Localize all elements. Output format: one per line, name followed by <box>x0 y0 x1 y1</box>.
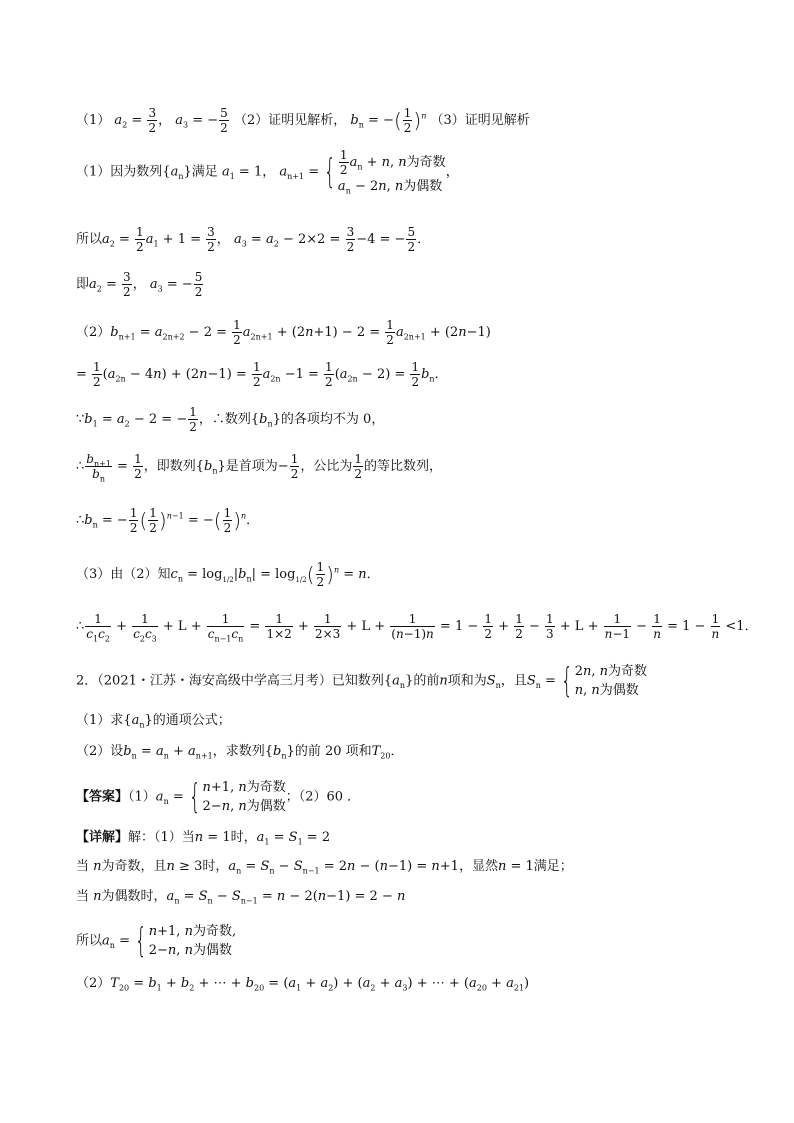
question-2-part1: （1）求$\{a_n\}$的通项公式； <box>76 713 231 730</box>
detail-line4: 所以$a_n$ = { n+1, n为奇数, 2−n, n为偶数 <box>76 921 237 961</box>
detail-line3: 当 n为偶数时，$a_n = S_n - S_{n-1} = n - 2(n-1) = 2 - n$ <box>76 889 406 906</box>
answer-summary-line: （1） $a_2$ = $\frac{3}{2}$ ， $a_3$ = − $\frac{5}{2}$ （2）证明见解析， $b_n$ = −( $\frac{1}{2}$ )$^n$ （3）证明见解析 <box>76 106 530 135</box>
solution-part2-line1: $(2)b_{n+1} = a_{2n+2} - 2$ = $\frac{1}{2}$ $a_{2n+1} + (2n+1) - 2$ = $\frac{1}{2}$ $a_{2n+1} + (2n-1)$ <box>76 318 491 347</box>
question-2-header: 2．（2021・江苏・海安高级中学高三月考）已知数列$\{a_n\}$的前n项和为$S_n$，且$S_n$ = { 2n, n为奇数 n, n为偶数 <box>76 661 648 701</box>
detail-line1: 【详解】解：（1）当n = 1时，$a_1 = S_1 = 2$ <box>76 830 331 847</box>
solution-result-a2-a3: 即$a_2$ = $\frac{3}{2}$ ， $a_3$ = − $\frac{5}{2}$ <box>76 270 203 299</box>
solution-part2-bn: $\therefore b_n$ = − $\frac{1}{2}$ ( $\frac{1}{2}$ )$^{n-1}$ = −( $\frac{1}{2}$ )$^n$． <box>76 506 260 535</box>
detail-line2: 当 n为奇数，且n ≥ 3时，$a_n = S_n - S_{n-1} = 2n - (n-1) = n+1$，显然n = 1满足； <box>76 859 573 876</box>
question-2-part2: （2）设$b_n = a_n + a_{n+1}$，求数列$\{b_n\}$的前 20 项和$T_{20}$． <box>76 744 404 761</box>
detail-line5: $(2)T_{20} = b_1 + b_2$ + ⋯ + $b_{20} = (a_1 + a_2) + (a_2 + a_3)$ + ⋯ + $(a_{20} + a_{21})$ <box>76 976 530 993</box>
solution-part2-ratio: ∴ $\frac{b_{n+1}}{b_n}$ = $\frac{1}{2}$ ，即数列$\{b_n\}$是首项为− $\frac{1}{2}$ ，公比为 $\frac{1}{2}$ 的等比数列， <box>76 452 443 484</box>
answer-line: 【答案】$(1)a_n$ = { n+1, n为奇数 2−n, n为偶数 ；（2）60 ． <box>76 777 361 817</box>
solution-part3-cn: （3）由（2）知$c_n = \log_{1/2}|b_n| = \log_{1/2}$( $\frac{1}{2}$ )$^n$ = n． <box>76 560 380 589</box>
solution-compute-a2-a3: 所以$a_2$ = $\frac{1}{2}$ $a_1 + 1$ = $\frac{3}{2}$ ， $a_3 = a_2 - 2\times 2$ = $\frac{3}{2}$ −4 = − $\frac{5}{2}$ ． <box>76 225 431 254</box>
solution-part2-b1: $\because b_1 = a_2 - 2$ = − $\frac{1}{2}$ ，∴数列$\{b_n\}$的各项均不为 0， <box>76 405 385 434</box>
solution-part3-sum: ∴ $\frac{1}{c_1c_2}$ + $\frac{1}{c_2c_3}$ + L + $\frac{1}{c_{n-1}c_n}$ = $\frac{1}{1\times 2}$ + $\frac{1}{2\times 3}$ + L + $\frac{1}{(n-1)n}$ = 1 − $\frac{1}{2}$ + $\frac{1}{2}$ − $\frac{1}{3}$ + L + $\frac{1}{n-1}$ − $\frac{1}{n}$ = 1 − $\frac{1}{n}$ <1． <box>76 612 758 644</box>
solution-part1-definition: （1）因为数列$\{a_n\}$满足 $a_1 = 1$， $a_{n+1}$ = { $\frac{1}{2}$ $a_n + n$, n为奇数 $a_n - 2n$, n为偶数 ， <box>76 148 459 196</box>
solution-part2-line2: = $\frac{1}{2}$ $(a_{2n} - 4n) + (2n-1)$ = $\frac{1}{2}$ $a_{2n} -1$ = $\frac{1}{2}$ $(a_{2n} - 2)$ = $\frac{1}{2}$ $b_n$． <box>76 360 448 389</box>
